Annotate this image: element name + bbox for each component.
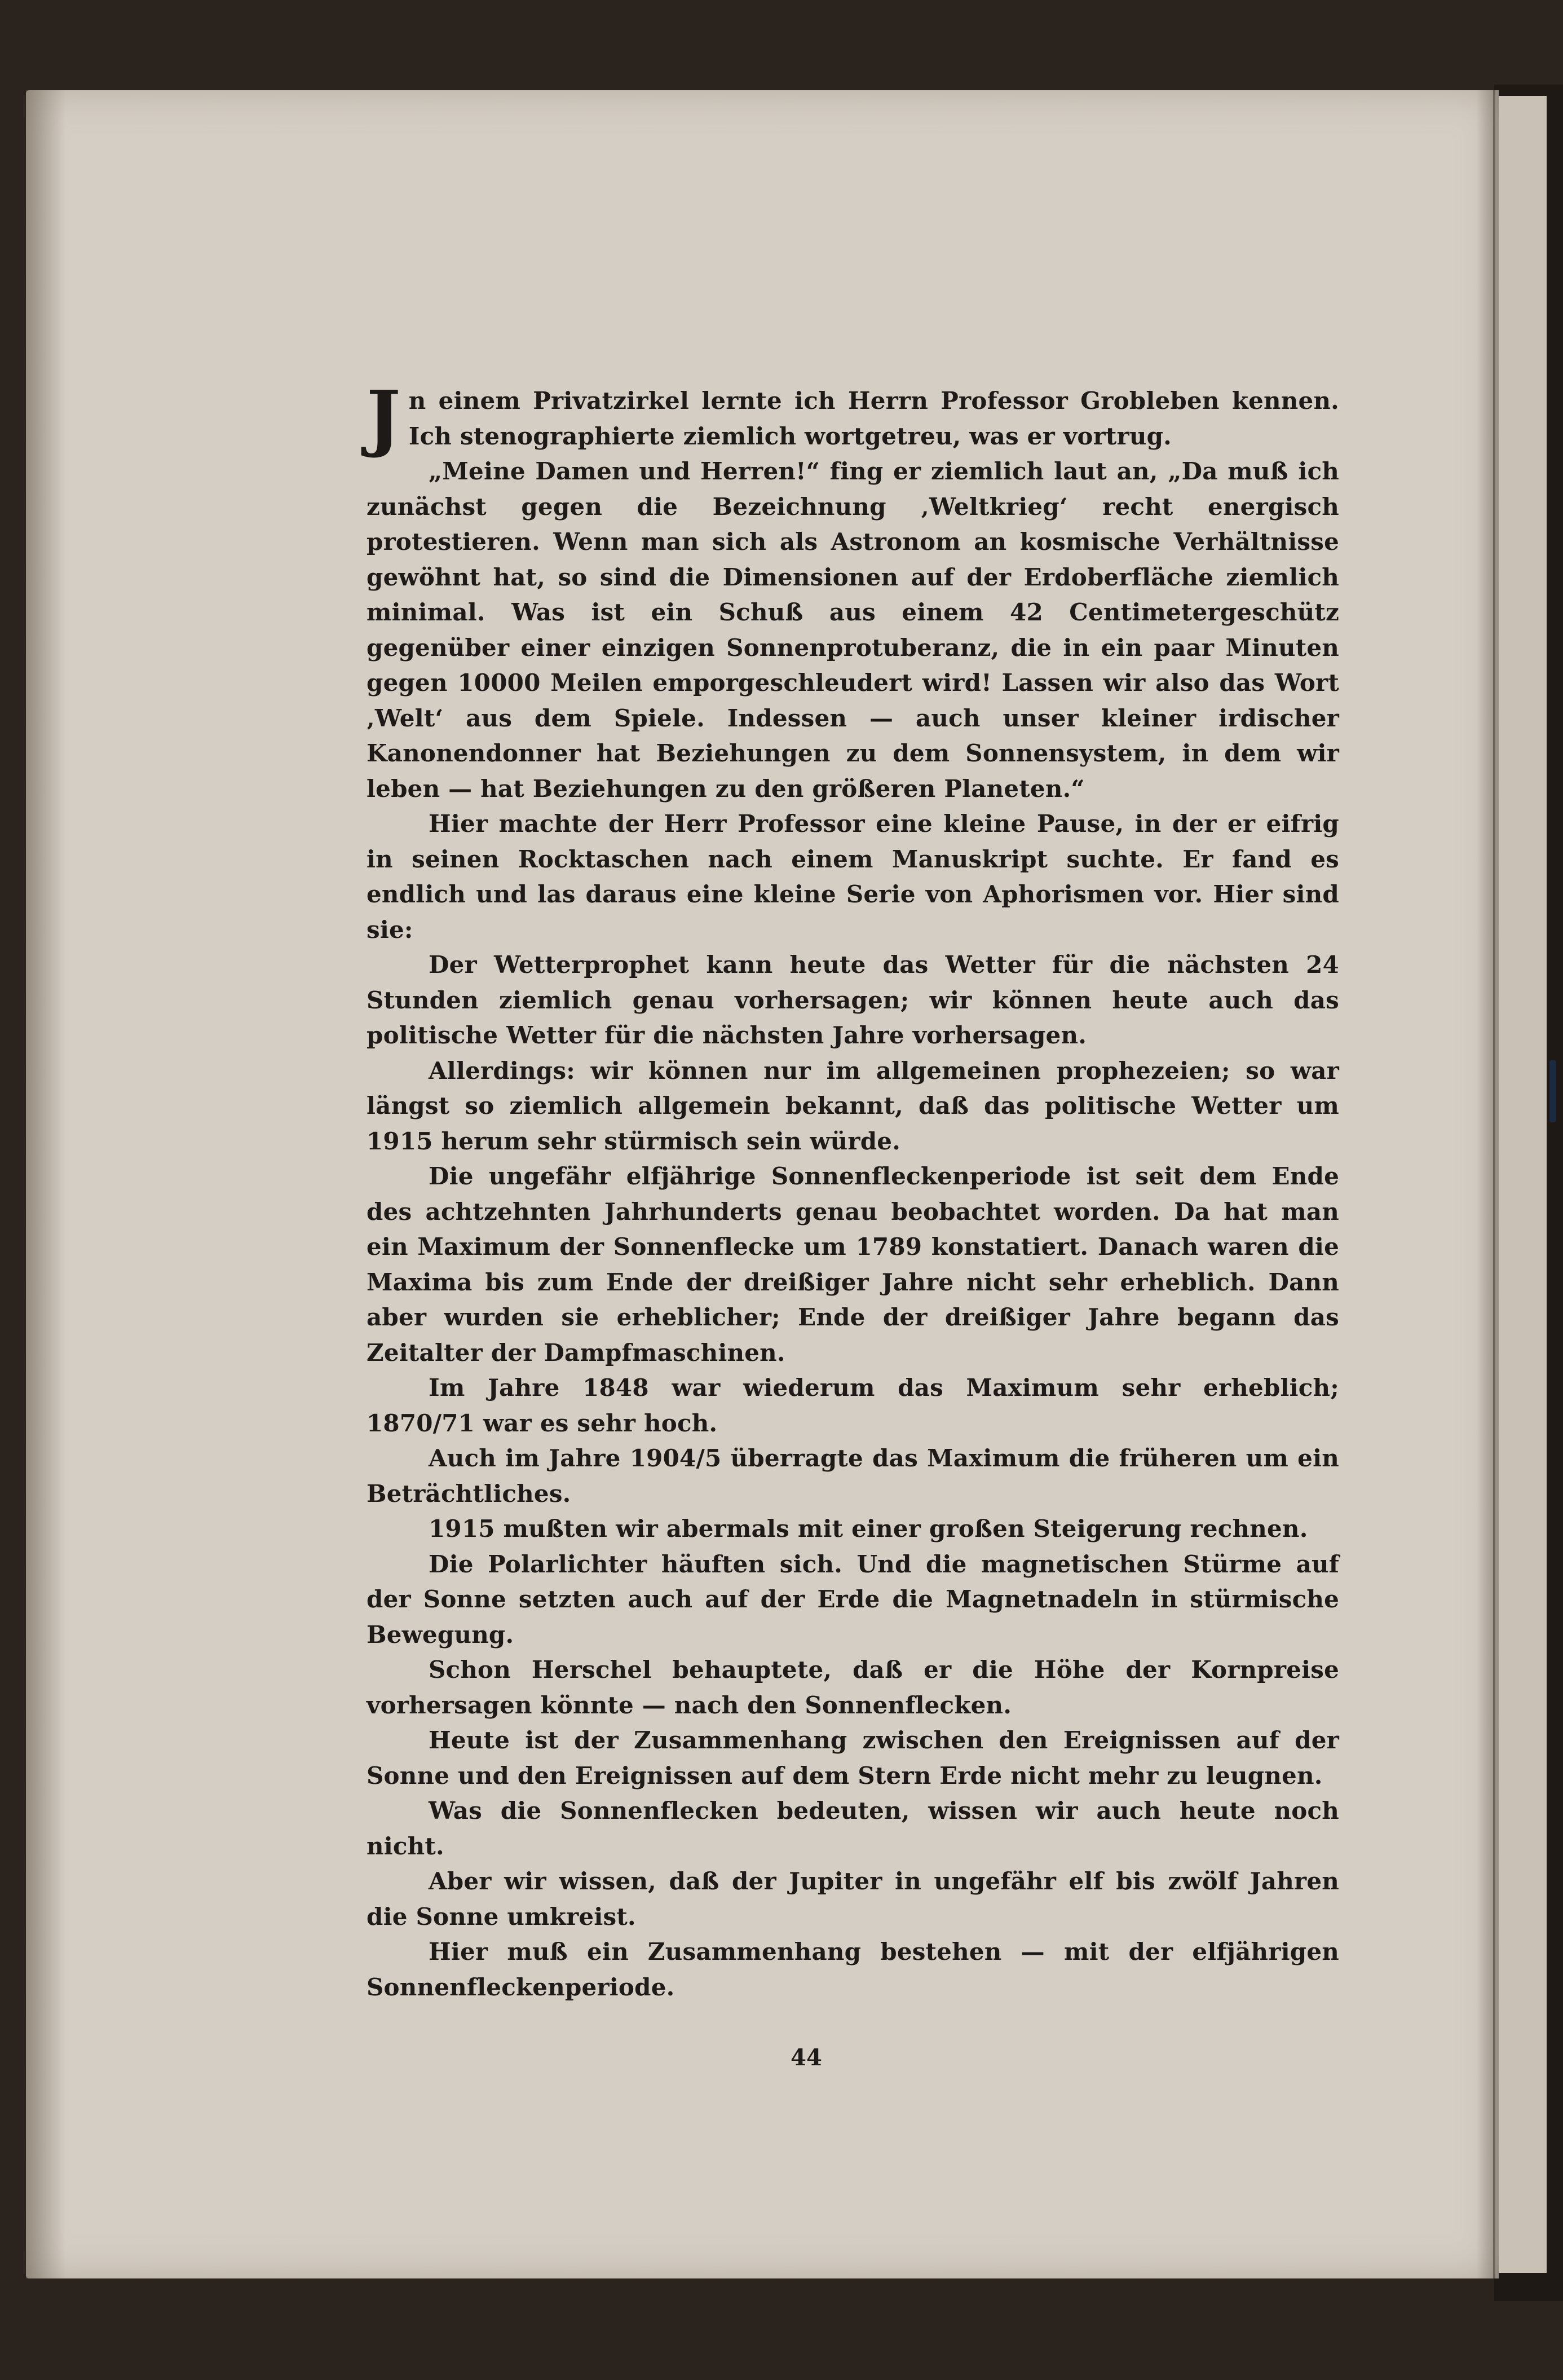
page-gutter [1493, 90, 1495, 2278]
paragraph: Im Jahre 1848 war wiederum das Maximum sehr erheblich; 1870/71 war es sehr hoch. [367, 1374, 1339, 1437]
paragraph: 1915 mußten wir abermals mit einer großen Steigerung rechnen. [429, 1515, 1308, 1542]
edge-mark [1549, 1060, 1556, 1122]
body-text [367, 376, 1339, 2005]
paragraph [367, 376, 1339, 460]
paragraph: Auch im Jahre 1904/5 überragte das Maximum die früheren um ein Beträchtliches. [367, 1444, 1339, 1508]
paragraph: Der Wetterprophet kann heute das Wetter für die nächsten 24 Stunden ziemlich genau vorhersagen; wir können heute auch das politische Wetter für die nächsten Jahre vorhersagen. [367, 951, 1339, 1049]
page-number: 44 [791, 2044, 822, 2071]
paragraph: Was die Sonnenflecken bedeuten, wissen wir auch heute noch nicht. [367, 1797, 1339, 1860]
paragraph: Heute ist der Zusammenhang zwischen den Ereignissen auf der Sonne und den Ereignissen auf dem Stern Erde nicht mehr zu leugnen. [367, 1726, 1339, 1790]
paragraph: „Meine Damen und Herren!“ fing er ziemlich laut an, „Da muß ich zunächst gegen die Bezeichnung ‚Weltkrieg‘ recht energisch protestieren. Wenn man sich als Astronom an kosmische Verhältnisse gewöhnt hat, so sind die Dimensionen auf der Erdoberfläche ziemlich minimal. Was ist ein Schuß aus einem 42 Centimetergeschütz gegenüber einer einzigen Sonnenprotuberanz, die in ein paar Minuten gegen 10000 Meilen emporgeschleudert wird! Lassen wir also das Wort ‚Welt‘ aus dem Spiele. Indessen — auch unser kleiner irdischer Kanonendonner hat Beziehungen zu dem Sonnensystem, in dem wir leben — hat Beziehungen zu den größeren Planeten.“ [367, 457, 1339, 803]
paragraph: Hier machte der Herr Professor eine kleine Pause, in der er eifrig in seinen Rocktaschen nach einem Manuskript suchte. Er fand es endlich und las daraus eine kleine Serie von Aphorismen vor. Hier sind sie: [367, 810, 1339, 944]
paragraph: Aber wir wissen, daß der Jupiter in ungefähr elf bis zwölf Jahren die Sonne umkreist. [367, 1867, 1339, 1931]
paragraph: Hier muß ein Zusammenhang bestehen — mit der elfjährigen Sonnenfleckenperiode. [367, 1938, 1339, 2001]
paragraph-text: n einem Privatzirkel lernte ich Herrn Professor Grobleben kennen. Ich stenographierte ziemlich wortgetreu, was er vortrug. [408, 387, 1339, 450]
paragraph: Die ungefähr elfjährige Sonnenfleckenperiode ist seit dem Ende des achtzehnten Jahrhunderts genau beobachtet worden. Da hat man ein Maximum der Sonnenflecke um 1789 konstatiert. Danach waren die Maxima bis zum Ende der dreißiger Jahre nicht sehr erheblich. Dann aber wurden sie erheblicher; Ende der dreißiger Jahre begann das Zeitalter der Dampfmaschinen. [367, 1162, 1339, 1367]
facing-page-edge [1494, 96, 1547, 2273]
paragraph: Allerdings: wir können nur im allgemeinen prophezeien; so war längst so ziemlich allgemein bekannt, daß das politische Wetter um 1915 herum sehr stürmisch sein würde. [367, 1056, 1339, 1155]
paragraph: Die Polarlichter häuften sich. Und die magnetischen Stürme auf der Sonne setzten auch auf der Erde die Magnetnadeln in stürmische Bewegung. [367, 1550, 1339, 1649]
paragraph: Schon Herschel behauptete, daß er die Höhe der Kornpreise vorhersagen könnte — nach den Sonnenflecken. [367, 1656, 1339, 1719]
drop-cap: J [367, 376, 401, 460]
